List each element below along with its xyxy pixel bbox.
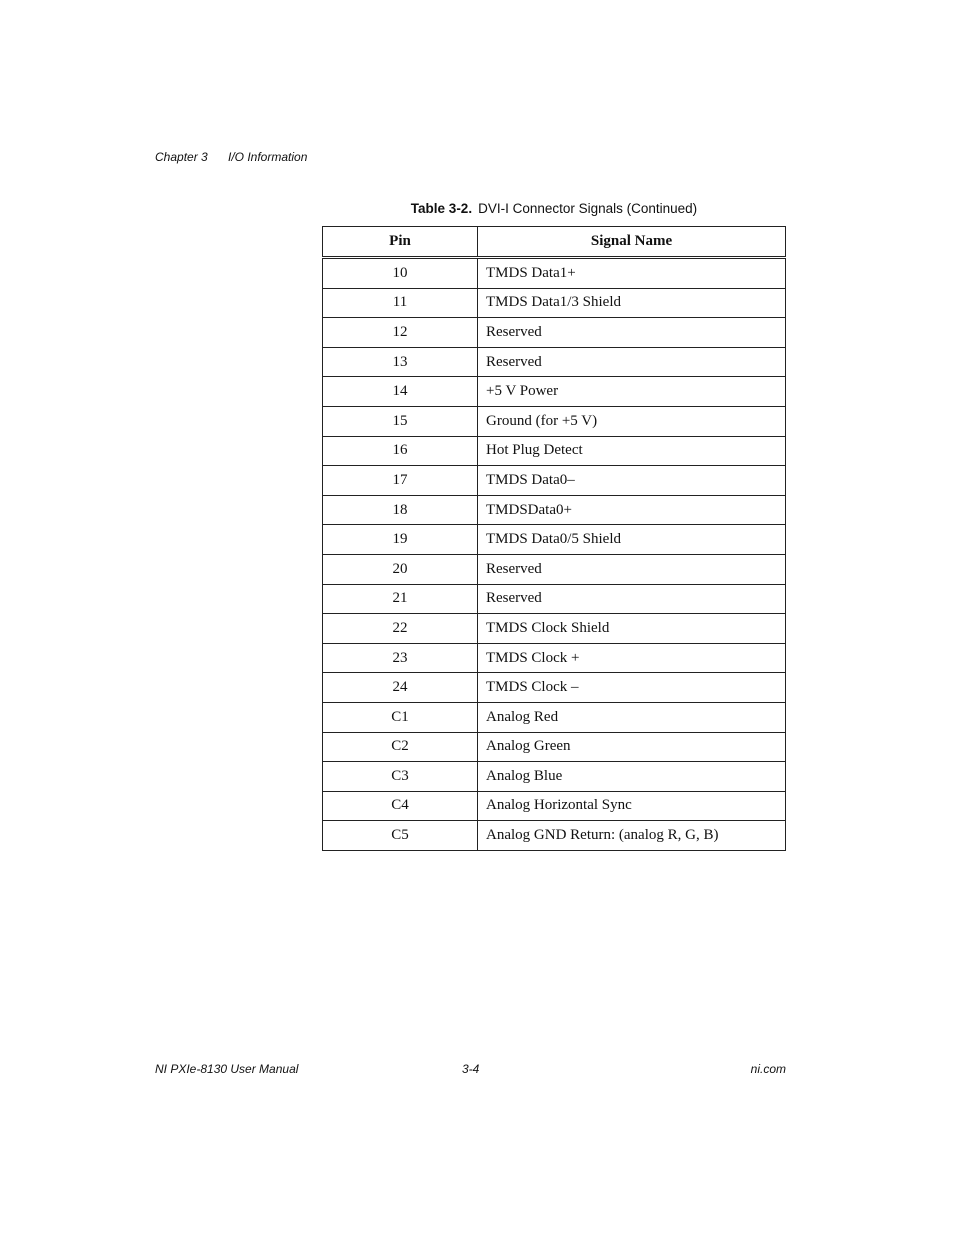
signal-table (322, 226, 786, 851)
pin-cell: 18 (323, 495, 478, 525)
signal-name-cell: TMDS Clock + (478, 643, 786, 673)
table-row (323, 614, 786, 644)
pin-cell: 12 (323, 318, 478, 348)
table-row (323, 288, 786, 318)
table-row (323, 762, 786, 792)
signal-name-cell: Reserved (478, 554, 786, 584)
column-header-signal: Signal Name (478, 227, 786, 258)
table-row (323, 643, 786, 673)
pin-cell: C4 (323, 791, 478, 821)
table-header-row (323, 227, 786, 258)
pin-cell: 21 (323, 584, 478, 614)
table-row (323, 347, 786, 377)
table-row (323, 525, 786, 555)
signal-name-cell: Analog Horizontal Sync (478, 791, 786, 821)
page-number: 3-4 (462, 1062, 480, 1076)
signal-name-cell: Reserved (478, 584, 786, 614)
signal-name-cell: Reserved (478, 347, 786, 377)
table-row (323, 318, 786, 348)
signal-name-cell: Analog Green (478, 732, 786, 762)
pin-cell: 10 (323, 258, 478, 289)
table-title: DVI-I Connector Signals (Continued) (478, 201, 698, 216)
table-row (323, 406, 786, 436)
signal-name-cell: TMDSData0+ (478, 495, 786, 525)
table-row (323, 821, 786, 851)
signal-name-cell: TMDS Data1+ (478, 258, 786, 289)
signal-name-cell: Analog GND Return: (analog R, G, B) (478, 821, 786, 851)
signal-name-cell: Analog Blue (478, 762, 786, 792)
pin-cell: C2 (323, 732, 478, 762)
table-row (323, 702, 786, 732)
pin-cell: C1 (323, 702, 478, 732)
pin-cell: 22 (323, 614, 478, 644)
site-link: ni.com (750, 1062, 786, 1076)
table-caption (322, 201, 786, 216)
pin-cell: C3 (323, 762, 478, 792)
column-header-pin: Pin (323, 227, 478, 258)
pin-cell: 16 (323, 436, 478, 466)
signal-name-cell: TMDS Data1/3 Shield (478, 288, 786, 318)
table-row (323, 584, 786, 614)
signal-name-cell: Reserved (478, 318, 786, 348)
table-body (323, 258, 786, 851)
running-header (155, 150, 307, 164)
signal-name-cell: Analog Red (478, 702, 786, 732)
table-row (323, 436, 786, 466)
chapter-label: Chapter 3 (155, 150, 208, 164)
table-row (323, 466, 786, 496)
manual-title: NI PXIe-8130 User Manual (155, 1062, 299, 1076)
table-row (323, 495, 786, 525)
signal-name-cell: TMDS Data0/5 Shield (478, 525, 786, 555)
signal-name-cell: TMDS Clock – (478, 673, 786, 703)
signal-name-cell: Hot Plug Detect (478, 436, 786, 466)
table-row (323, 377, 786, 407)
pin-cell: 17 (323, 466, 478, 496)
pin-cell: 14 (323, 377, 478, 407)
table-number: Table 3-2. (410, 201, 473, 216)
pin-cell: C5 (323, 821, 478, 851)
pin-cell: 11 (323, 288, 478, 318)
table-row (323, 732, 786, 762)
pin-cell: 20 (323, 554, 478, 584)
table-row (323, 554, 786, 584)
signal-name-cell: Ground (for +5 V) (478, 406, 786, 436)
signal-name-cell: +5 V Power (478, 377, 786, 407)
pin-cell: 24 (323, 673, 478, 703)
pin-cell: 23 (323, 643, 478, 673)
signal-name-cell: TMDS Clock Shield (478, 614, 786, 644)
pin-cell: 15 (323, 406, 478, 436)
table-row (323, 258, 786, 289)
signal-name-cell: TMDS Data0– (478, 466, 786, 496)
pin-cell: 19 (323, 525, 478, 555)
table-row (323, 673, 786, 703)
pin-cell: 13 (323, 347, 478, 377)
table-row (323, 791, 786, 821)
section-label: I/O Information (228, 150, 308, 164)
